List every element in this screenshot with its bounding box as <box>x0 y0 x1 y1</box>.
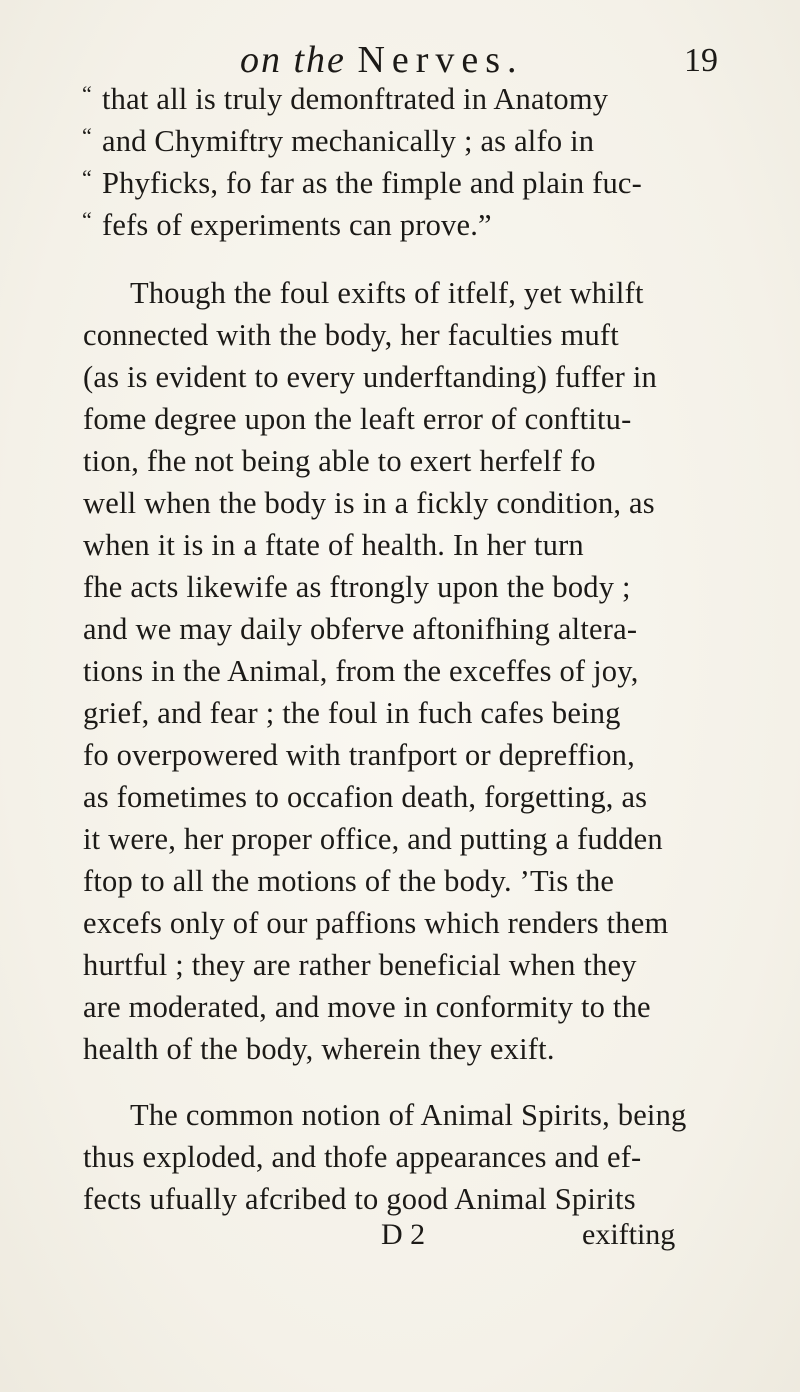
text-line: fo overpowered with tranfport or depreffion, <box>83 738 635 772</box>
text-line: tion, fhe not being able to exert herfelf fo <box>83 444 596 478</box>
text-line: connected with the body, her faculties muft <box>83 318 619 352</box>
running-head-prefix: on the <box>240 39 346 81</box>
signature-mark: D 2 <box>381 1218 426 1251</box>
running-head-title <box>240 38 524 82</box>
text-line: The common notion of Animal Spirits, being <box>130 1098 687 1132</box>
quote-line: “ fefs of experiments can prove.” <box>82 207 492 242</box>
text-line: it were, her proper office, and putting a fudden <box>83 822 663 856</box>
text-line: grief, and fear ; the foul in fuch cafes being <box>83 696 621 730</box>
text-line: are moderated, and move in conformity to the <box>83 990 651 1024</box>
text-line: well when the body is in a fickly condition, as <box>83 486 655 520</box>
quote-mark: “ <box>82 165 92 190</box>
quote-mark: “ <box>82 81 92 106</box>
running-head <box>240 38 740 88</box>
page-number: 19 <box>684 42 718 79</box>
quote-mark: “ <box>82 123 92 148</box>
text-line: tions in the Animal, from the exceffes of joy, <box>83 654 639 688</box>
text-line: health of the body, wherein they exift. <box>83 1032 555 1066</box>
text-line: (as is evident to every underftanding) fuffer in <box>83 360 657 394</box>
quote-line: “ Phyficks, fo far as the fimple and plain fuc- <box>82 165 643 200</box>
quote-line: “ and Chymiftry mechanically ; as alfo in <box>82 123 595 158</box>
text-line: thus exploded, and thofe appearances and ef- <box>83 1140 642 1174</box>
running-head-word: Nerves. <box>357 39 524 81</box>
text-line: as fometimes to occafion death, forgetting, as <box>83 780 648 814</box>
text-line: Though the foul exifts of itfelf, yet whilft <box>130 276 644 310</box>
text-line: when it is in a ftate of health. In her turn <box>83 528 584 562</box>
text-line: fhe acts likewife as ftrongly upon the body ; <box>83 570 631 604</box>
quote-mark: “ <box>82 207 92 232</box>
text-line: hurtful ; they are rather beneficial when they <box>83 948 637 982</box>
quote-line: “ that all is truly demonftrated in Anatomy <box>82 81 609 116</box>
catchword: exifting <box>582 1218 676 1251</box>
text-line: and we may daily obferve aftonifhing altera- <box>83 612 638 646</box>
text-line: ftop to all the motions of the body. ’Tis the <box>83 864 615 898</box>
text-line: fome degree upon the leaft error of conftitu- <box>83 402 632 436</box>
text-line: excefs only of our paffions which renders them <box>83 906 669 940</box>
text-line: fects ufually afcribed to good Animal Spirits <box>83 1182 636 1216</box>
